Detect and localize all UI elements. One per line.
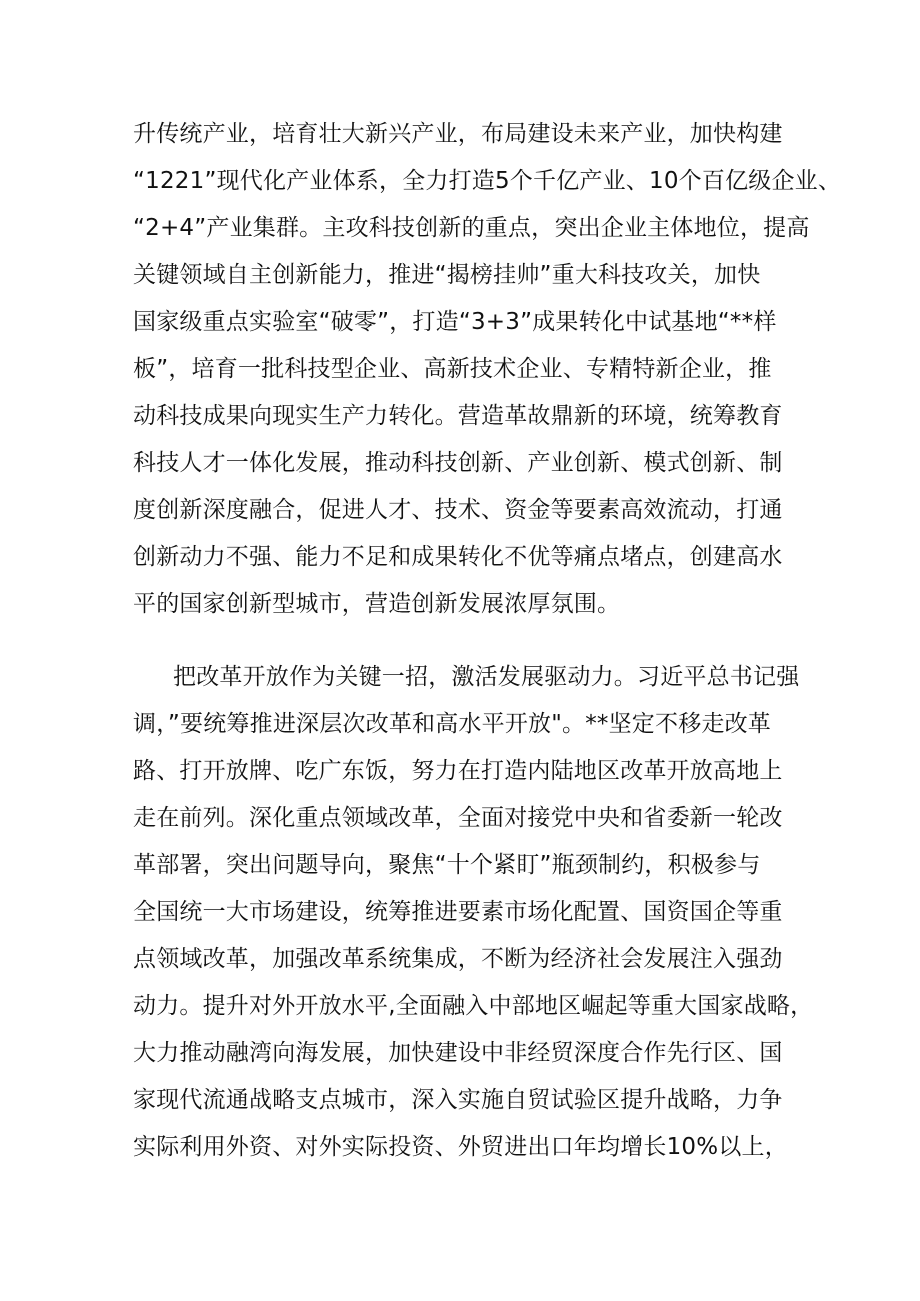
paragraph-line: 科技人才一体化发展，推动科技创新、产业创新、模式创新、制 <box>133 450 783 476</box>
paragraph-1 <box>133 111 842 628</box>
paragraph-line: 把改革开放作为关键一招，激活发展驱动力。习近平总书记强 <box>173 664 800 690</box>
paragraph-line: 升传统产业，培育壮大新兴产业，布局建设未来产业，加快构建 <box>133 121 783 147</box>
paragraph-line: 实际利用外资、对外实际投资、外贸进出口年均增长10%以上， <box>133 1134 788 1160</box>
paragraph-line: 动力。提升对外开放水平,全面融入中部地区崛起等重大国家战略， <box>133 993 814 1019</box>
paragraph-line: 平的国家创新型城市，营造创新发展浓厚氛围。 <box>133 591 621 617</box>
paragraph-line: 关键领域自主创新能力，推进“揭榜挂帅”重大科技攻关，加快 <box>133 262 761 288</box>
paragraph-line: 度创新深度融合，促进人才、技术、资金等要素高效流动，打通 <box>133 497 783 523</box>
paragraph-line: 调，”要统筹推进深层次改革和高水平开放"。**坚定不移走改革 <box>133 711 771 737</box>
paragraph-line: 创新动力不强、能力不足和成果转化不优等痛点堵点，创建高水 <box>133 544 783 570</box>
paragraph-line: 走在前列。深化重点领域改革，全面对接党中央和省委新一轮改 <box>133 805 783 831</box>
paragraph-line: 全国统一大市场建设，统筹推进要素市场化配置、国资国企等重 <box>133 899 783 925</box>
paragraph-line: 板”，培育一批科技型企业、高新技术企业、专精特新企业，推 <box>133 356 772 382</box>
paragraph-line: 国家级重点实验室“破零”，打造“3+3”成果转化中试基地“**样 <box>133 309 777 335</box>
paragraph-line: 路、打开放牌、吃广东饭，努力在打造内陆地区改革开放高地上 <box>133 758 783 784</box>
paragraph-line: 动科技成果向现实生产力转化。营造革故鼎新的环境，统筹教育 <box>133 403 783 429</box>
paragraph-line: 大力推动融湾向海发展，加快建设中非经贸深度合作先行区、国 <box>133 1040 783 1066</box>
paragraph-line: “2+4”产业集群。主攻科技创新的重点，突出企业主体地位，提高 <box>133 215 810 241</box>
paragraph-2 <box>133 654 814 1171</box>
paragraph-line: 革部署，突出问题导向，聚焦“十个紧盯”瓶颈制约，积极参与 <box>133 852 761 878</box>
paragraph-line: 家现代流通战略支点城市，深入实施自贸试验区提升战略，力争 <box>133 1087 783 1113</box>
paragraph-line: “1221”现代化产业体系，全力打造5个千亿产业、10个百亿级企业、 <box>133 168 842 194</box>
paragraph-line: 点领域改革，加强改革系统集成，不断为经济社会发展注入强劲 <box>133 946 783 972</box>
